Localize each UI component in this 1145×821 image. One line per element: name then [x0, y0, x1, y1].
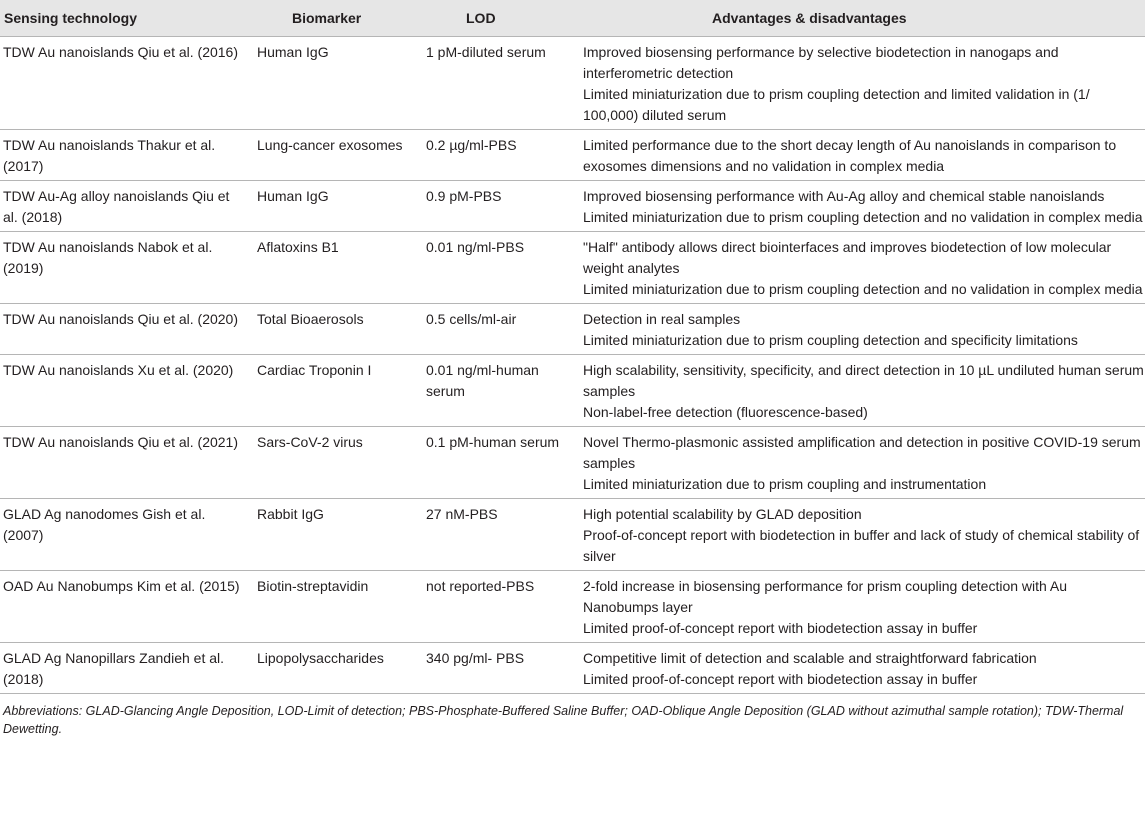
- cell-technology: TDW Au-Ag alloy nanoislands Qiu et al. (2018): [0, 181, 254, 232]
- note-line: Improved biosensing performance by selective biodetection in nanogaps and interferometric detection: [583, 44, 1059, 81]
- note-line: 2-fold increase in biosensing performance for prism coupling detection with Au Nanobumps layer: [583, 578, 1068, 615]
- cell-technology: TDW Au nanoislands Qiu et al. (2021): [0, 427, 254, 499]
- table-row: [0, 499, 1145, 571]
- note-line: Non-label-free detection (fluorescence-based): [583, 404, 868, 420]
- cell-technology: TDW Au nanoislands Qiu et al. (2020): [0, 304, 254, 355]
- cell-lod: 0.9 pM-PBS: [422, 181, 578, 232]
- cell-biomarker: Lung-cancer exosomes: [254, 130, 422, 181]
- cell-biomarker: Biotin-streptavidin: [254, 571, 422, 643]
- cell-notes: [578, 130, 1145, 181]
- note-line: "Half" antibody allows direct biointerfaces and improves biodetection of low molecular weight analytes: [583, 239, 1112, 276]
- note-line: Detection in real samples: [583, 311, 741, 327]
- note-line: Improved biosensing performance with Au-Ag alloy and chemical stable nanoislands: [583, 188, 1105, 204]
- cell-biomarker: Aflatoxins B1: [254, 232, 422, 304]
- note-line: Limited miniaturization due to prism coupling detection and no validation in complex media: [583, 209, 1143, 225]
- table-row: [0, 181, 1145, 232]
- cell-technology: GLAD Ag nanodomes Gish et al. (2007): [0, 499, 254, 571]
- cell-lod: 0.01 ng/ml-PBS: [422, 232, 578, 304]
- table-body: [0, 37, 1145, 694]
- cell-lod: not reported-PBS: [422, 571, 578, 643]
- note-line: Limited miniaturization due to prism coupling detection and specificity limitations: [583, 332, 1078, 348]
- note-line: Limited miniaturization due to prism coupling detection and limited validation in (1/ 100,000) diluted serum: [583, 86, 1090, 123]
- cell-technology: TDW Au nanoislands Xu et al. (2020): [0, 355, 254, 427]
- cell-lod: 1 pM-diluted serum: [422, 37, 578, 130]
- note-line: Competitive limit of detection and scalable and straightforward fabrication: [583, 650, 1037, 666]
- table-row: [0, 37, 1145, 130]
- cell-lod: 0.01 ng/ml-human serum: [422, 355, 578, 427]
- cell-notes: [578, 181, 1145, 232]
- cell-biomarker: Lipopolysaccharides: [254, 643, 422, 694]
- cell-biomarker: Rabbit IgG: [254, 499, 422, 571]
- cell-notes: [578, 427, 1145, 499]
- table-row: [0, 427, 1145, 499]
- table-row: [0, 643, 1145, 694]
- table-row: [0, 355, 1145, 427]
- cell-notes: [578, 355, 1145, 427]
- table-footnote: Abbreviations: GLAD-Glancing Angle Deposition, LOD-Limit of detection; PBS-Phosphate-Buffered Saline Buffer; OAD-Oblique Angle Deposition (GLAD without azimuthal sample rotation); TDW-Thermal Dewetting.: [3, 704, 1124, 736]
- note-line: Proof-of-concept report with biodetection in buffer and lack of study of chemical stability of silver: [583, 527, 1140, 564]
- cell-notes: [578, 499, 1145, 571]
- header-sensing-technology: Sensing technology: [0, 0, 254, 37]
- cell-biomarker: Total Bioaerosols: [254, 304, 422, 355]
- header-biomarker: Biomarker: [254, 0, 422, 37]
- header-advantages-disadvantages: Advantages & disadvantages: [578, 0, 1145, 37]
- cell-notes: [578, 232, 1145, 304]
- cell-notes: [578, 37, 1145, 130]
- table-row: [0, 304, 1145, 355]
- cell-lod: 0.1 pM-human serum: [422, 427, 578, 499]
- header-lod: LOD: [422, 0, 578, 37]
- note-line: Limited performance due to the short decay length of Au nanoislands in comparison to exosomes dimensions and no validation in complex media: [583, 137, 1117, 174]
- cell-technology: OAD Au Nanobumps Kim et al. (2015): [0, 571, 254, 643]
- note-line: High potential scalability by GLAD deposition: [583, 506, 862, 522]
- table-row: [0, 571, 1145, 643]
- cell-technology: TDW Au nanoislands Thakur et al. (2017): [0, 130, 254, 181]
- cell-notes: [578, 571, 1145, 643]
- cell-biomarker: Human IgG: [254, 181, 422, 232]
- note-line: High scalability, sensitivity, specificity, and direct detection in 10 µL undiluted human serum samples: [583, 362, 1144, 399]
- table-row: [0, 232, 1145, 304]
- note-line: Limited proof-of-concept report with biodetection assay in buffer: [583, 671, 978, 687]
- cell-notes: [578, 304, 1145, 355]
- cell-notes: [578, 643, 1145, 694]
- cell-technology: TDW Au nanoislands Nabok et al. (2019): [0, 232, 254, 304]
- cell-lod: 340 pg/ml- PBS: [422, 643, 578, 694]
- note-line: Limited miniaturization due to prism coupling and instrumentation: [583, 476, 987, 492]
- cell-lod: 0.2 µg/ml-PBS: [422, 130, 578, 181]
- table-row: [0, 130, 1145, 181]
- cell-biomarker: Human IgG: [254, 37, 422, 130]
- cell-lod: 27 nM-PBS: [422, 499, 578, 571]
- cell-lod: 0.5 cells/ml-air: [422, 304, 578, 355]
- cell-biomarker: Cardiac Troponin I: [254, 355, 422, 427]
- note-line: Limited miniaturization due to prism coupling detection and no validation in complex media: [583, 281, 1143, 297]
- cell-biomarker: Sars-CoV-2 virus: [254, 427, 422, 499]
- note-line: Novel Thermo-plasmonic assisted amplification and detection in positive COVID-19 serum samples: [583, 434, 1141, 471]
- note-line: Limited proof-of-concept report with biodetection assay in buffer: [583, 620, 978, 636]
- cell-technology: GLAD Ag Nanopillars Zandieh et al. (2018): [0, 643, 254, 694]
- header-row: [0, 0, 1145, 37]
- table-header: [0, 0, 1145, 37]
- cell-technology: TDW Au nanoislands Qiu et al. (2016): [0, 37, 254, 130]
